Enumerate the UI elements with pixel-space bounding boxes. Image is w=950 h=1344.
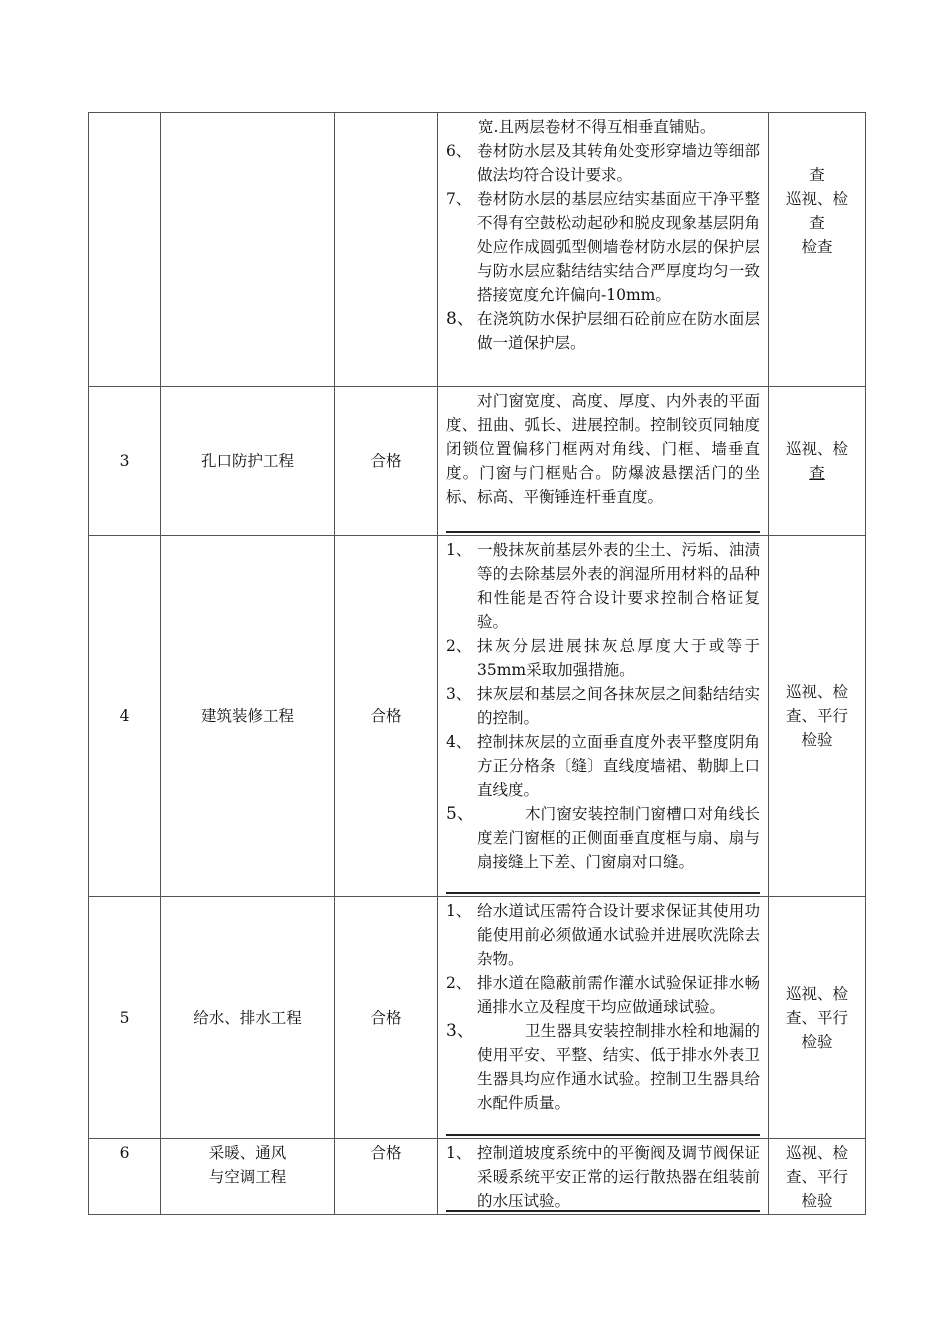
underline-rule [446,1210,760,1212]
list-item: 7、 卷材防水层的基层应结实基面应干净平整不得有空鼓松动起砂和脱皮现象基层阴角处应作成圆弧型侧墙卷材防水层的保护层与防水层应黏结结实结合严厚度均匀一致搭接宽度允许偏向-10mm。 [446,190,760,304]
list-item: 2、 排水道在隐蔽前需作灌水试验保证排水畅通排水立及程度干均应做通球试验。 [446,974,760,1016]
result: 合格 [335,1139,438,1215]
inspection-method: 巡视、检 查、平行 检验 [769,536,866,897]
result: 合格 [335,897,438,1139]
project-name: 给水、排水工程 [161,897,335,1139]
table-row [89,1139,866,1215]
list-item: 1、 给水道试压需符合设计要求保证其使用功能使用前必须做通水试验并进展吹洗除去杂物。 [446,902,760,968]
list-item: 3、 抹灰层和基层之间各抹灰层之间黏结结实的控制。 [446,685,760,727]
continued-line: 宽.且两层卷材不得互相垂直铺贴。 [478,118,716,136]
inspection-method: 巡视、检 查 [769,387,866,536]
result: 合格 [335,387,438,536]
control-content [438,1139,769,1215]
control-content [438,536,769,897]
row-number: 3 [89,387,161,536]
inspection-method: 巡视、检 查、平行 检验 [769,1139,866,1215]
result: 合格 [335,536,438,897]
result [335,113,438,387]
table-row [89,387,866,536]
list-item: 4、 控制抹灰层的立面垂直度外表平整度阴角方正分格条〔缝〕直线度墙裙、勒脚上口直线度。 [446,733,760,799]
list-item: 1、 一般抹灰前基层外表的尘土、污垢、油渍等的去除基层外表的润湿所用材料的品种和性能是否符合设计要求控制合格证复验。 [446,541,760,631]
list-item: 1、 控制道坡度系统中的平衡阀及调节阀保证采暖系统平安正常的运行散热器在组装前的水压试验。 [446,1144,760,1210]
underline-rule [446,892,760,894]
inspection-method: 查 巡视、检 查 检查 [769,113,866,387]
list-item: 3、 卫生器具安装控制排水栓和地漏的使用平安、平整、结实、低于排水外表卫生器具均应作通水试验。控制卫生器具给水配件质量。 [446,1021,760,1112]
table-row [89,113,866,387]
inspection-table [88,112,866,1215]
underline-rule [446,1134,760,1136]
list-item: 8、 在浇筑防水保护层细石砼前应在防水面层做一道保护层。 [446,309,760,352]
project-name: 孔口防护工程 [161,387,335,536]
project-name: 采暖、通风 与空调工程 [161,1139,335,1215]
row-number [89,113,161,387]
underline-rule [446,531,760,533]
inspection-method: 巡视、检 查、平行 检验 [769,897,866,1139]
project-name [161,113,335,387]
control-content: 对门窗宽度、高度、厚度、内外表的平面度、扭曲、弧长、进展控制。控制铰页同轴度闭锁位置偏移门框两对角线、门框、墙垂直度。门窗与门框贴合。防爆波悬摆活门的坐标、标高、平衡锤连杆垂直度。 [438,387,769,536]
list-item: 5、 木门窗安装控制门窗槽口对角线长度差门窗框的正侧面垂直度框与扇、扇与扇接缝上下差、门窗扇对口缝。 [446,804,760,871]
list-item: 2、 抹灰分层进展抹灰总厚度大于或等于35mm采取加强措施。 [446,637,760,679]
control-content [438,113,769,387]
project-name: 建筑装修工程 [161,536,335,897]
row-number: 6 [89,1139,161,1215]
control-content [438,897,769,1139]
list-item: 6、 卷材防水层及其转角处变形穿墙边等细部做法均符合设计要求。 [446,142,760,184]
row-number: 5 [89,897,161,1139]
row-number: 4 [89,536,161,897]
table-row [89,897,866,1139]
table-row [89,536,866,897]
